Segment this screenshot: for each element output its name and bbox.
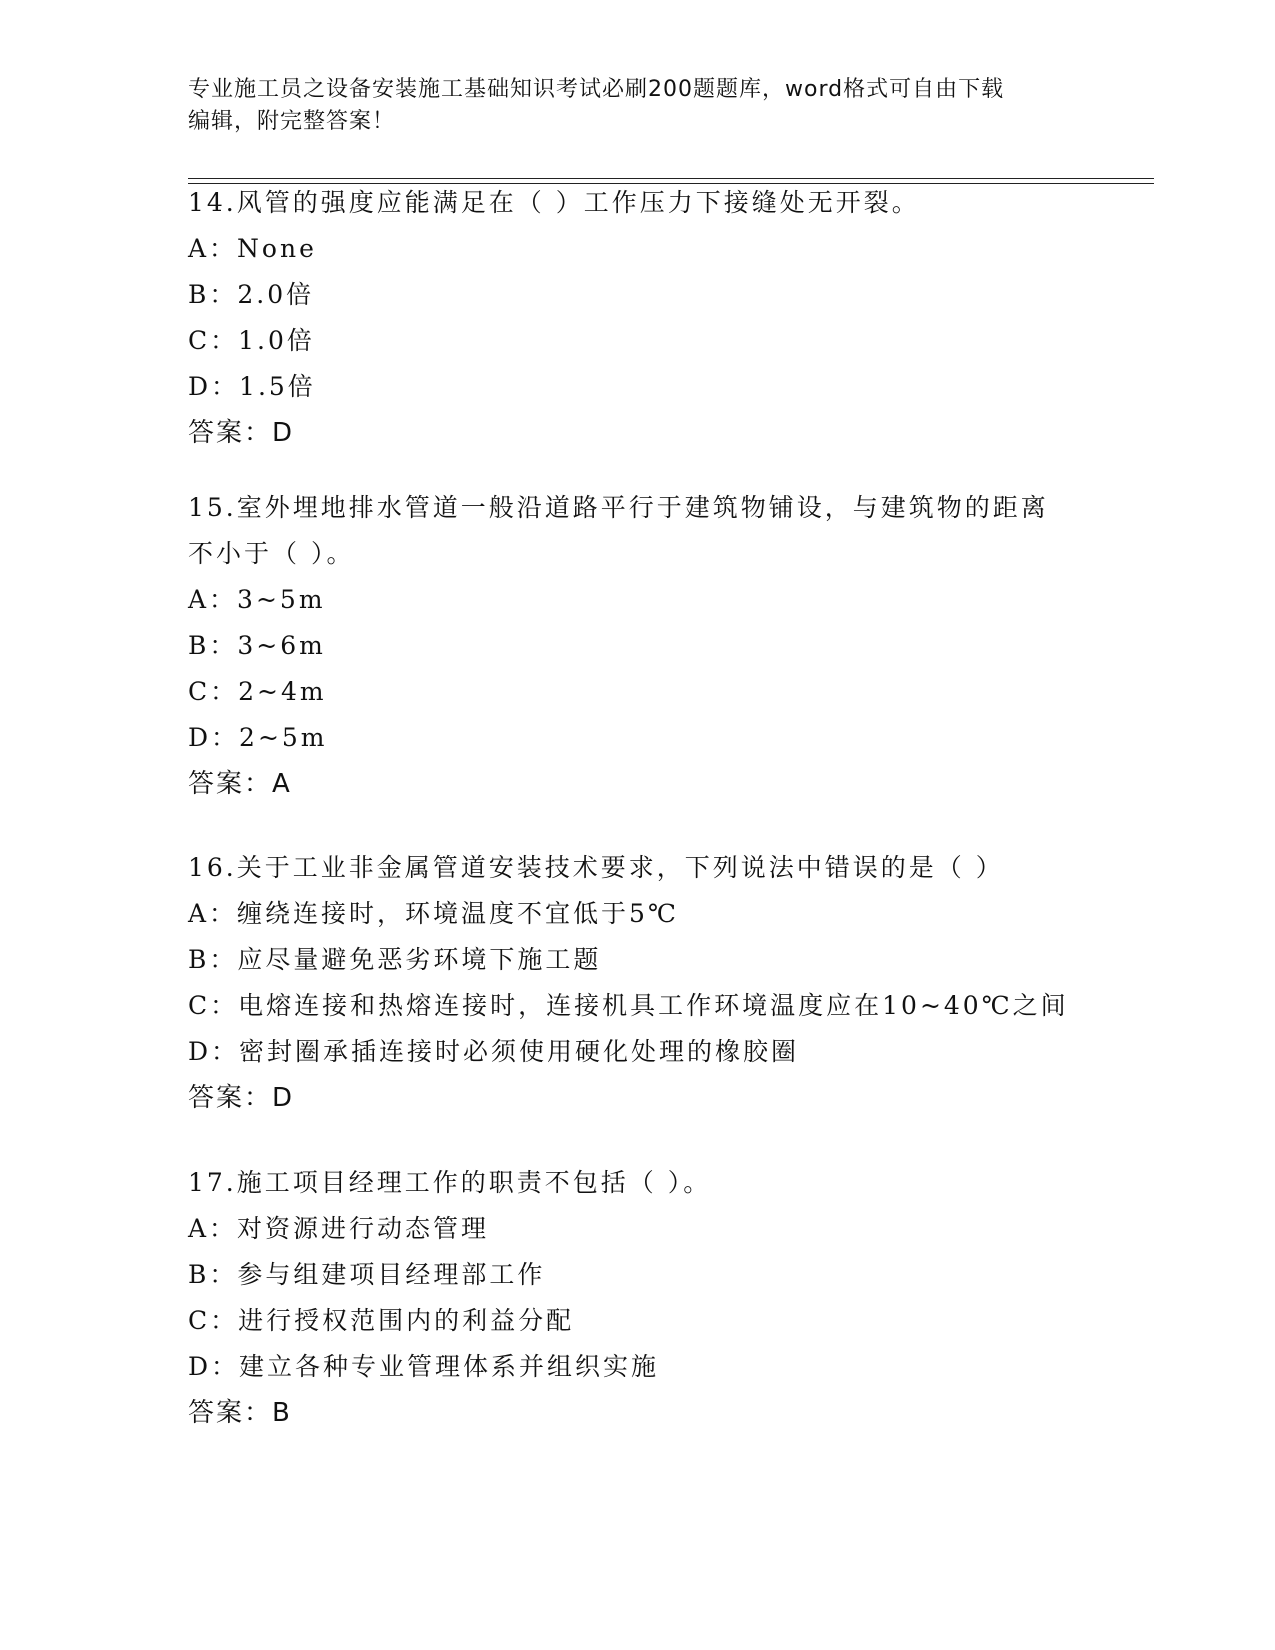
option-a: A：对资源进行动态管理 [188, 1214, 490, 1243]
question-stem: 17.施工项目经理工作的职责不包括（ ）。 [188, 1168, 712, 1197]
question-stem: 14.风管的强度应能满足在（ ）工作压力下接缝处无开裂。 [188, 188, 920, 217]
answer-line: 答案：D [188, 1083, 295, 1113]
option-a: A：None [188, 234, 317, 263]
option-b: B：3~6m [188, 631, 326, 660]
question-stem-line-2: 不小于（ ）。 [188, 539, 355, 568]
answer-line: 答案：D [188, 418, 295, 448]
option-c: C：进行授权范围内的利益分配 [188, 1306, 575, 1335]
header-line-1: 专业施工员之设备安装施工基础知识考试必刷200题题库，word格式可自由下载 [188, 77, 1005, 102]
question-15 [188, 493, 1088, 815]
document-header [188, 74, 1088, 138]
option-a: A：缠绕连接时，环境温度不宜低于5℃ [188, 899, 679, 928]
header-line-2: 编辑，附完整答案！ [188, 109, 396, 134]
header-divider-top [188, 178, 1154, 179]
option-c: C：电熔连接和热熔连接时，连接机具工作环境温度应在10~40℃之间 [188, 991, 1069, 1020]
option-b: B：2.0倍 [188, 280, 315, 309]
answer-line: 答案：A [188, 769, 292, 799]
option-d: D：密封圈承插连接时必须使用硬化处理的橡胶圈 [188, 1037, 800, 1066]
header-divider-bottom [188, 183, 1154, 184]
question-16 [188, 853, 1088, 1129]
option-c: C：2~4m [188, 677, 327, 706]
option-d: D：2~5m [188, 723, 328, 752]
option-c: C：1.0倍 [188, 326, 315, 355]
question-stem: 16.关于工业非金属管道安装技术要求，下列说法中错误的是（ ） [188, 853, 1004, 882]
option-b: B：参与组建项目经理部工作 [188, 1260, 546, 1289]
question-17 [188, 1168, 1088, 1444]
option-a: A：3~5m [188, 585, 326, 614]
answer-line: 答案：B [188, 1398, 292, 1428]
option-d: D：1.5倍 [188, 372, 316, 401]
question-14 [188, 188, 1088, 464]
option-b: B：应尽量避免恶劣环境下施工题 [188, 945, 602, 974]
question-stem-line-1: 15.室外埋地排水管道一般沿道路平行于建筑物铺设，与建筑物的距离 [188, 493, 1049, 522]
option-d: D：建立各种专业管理体系并组织实施 [188, 1352, 660, 1381]
